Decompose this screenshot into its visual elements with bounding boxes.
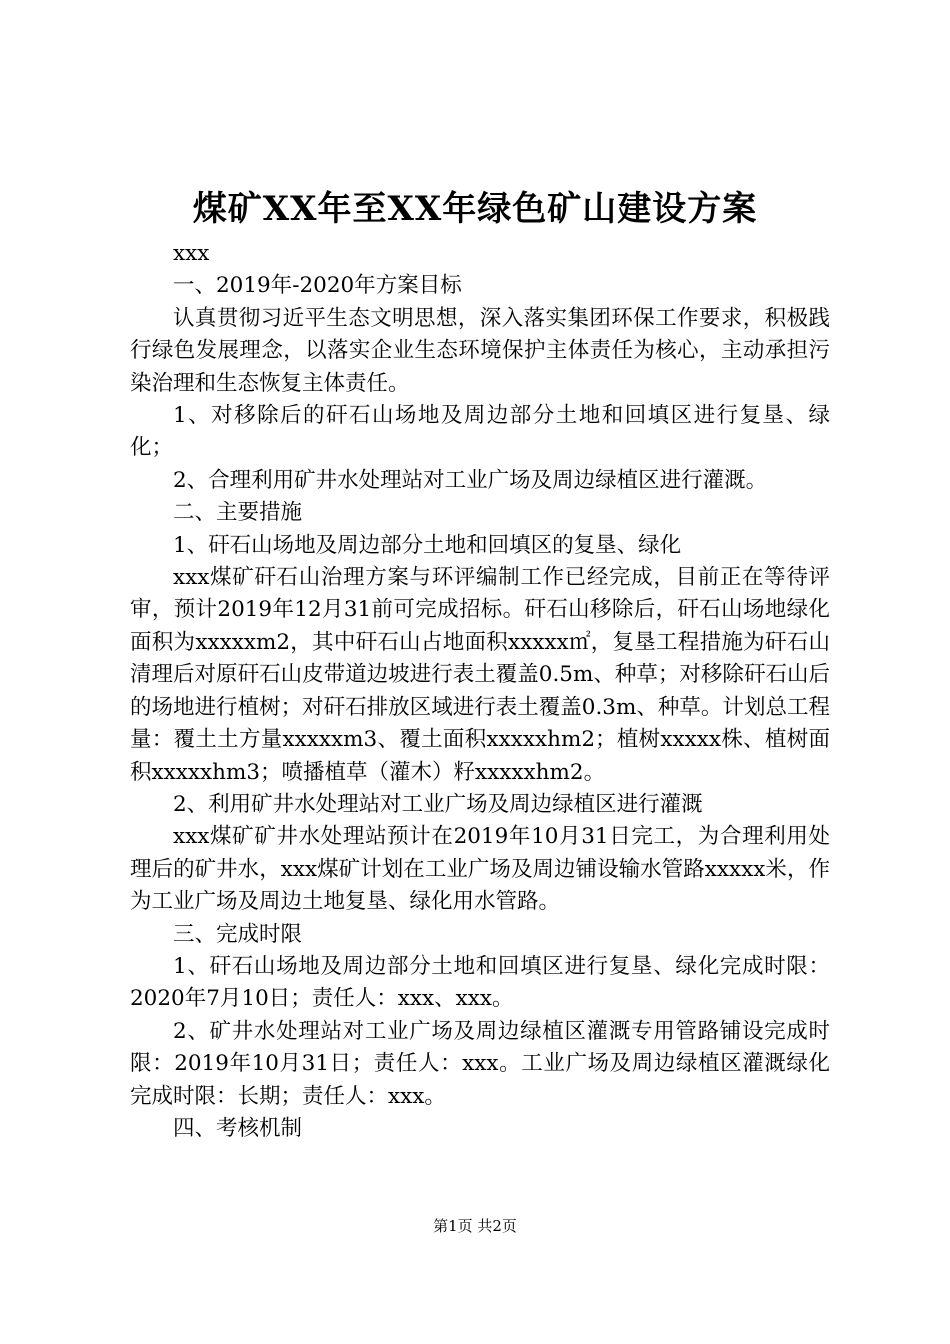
author-line: xxx xyxy=(173,241,210,266)
goal-item-2: 2、合理利用矿井水处理站对工业广场及周边绿植区进行灌溉。 xyxy=(173,467,768,493)
page-footer: 第1页 共2页 xyxy=(433,1217,517,1235)
section-heading-1: 一、2019年-2020年方案目标 xyxy=(173,273,462,299)
document-body xyxy=(130,238,830,1145)
goal-item-1: 1、对移除后的矸石山场地及周边部分土地和回填区进行复垦、绿化； xyxy=(130,403,830,461)
measure-heading-1: 1、矸石山场地及周边部分土地和回填区的复垦、绿化 xyxy=(173,532,682,558)
deadline-item-2: 2、矿井水处理站对工业广场及周边绿植区灌溉专用管路铺设完成时限：2019年10月31日；责任人：xxx。工业广场及周边绿植区灌溉绿化完成时限：长期；责任人：xxx。 xyxy=(130,1018,830,1109)
section-heading-2: 二、主要措施 xyxy=(173,500,303,526)
section-heading-4: 四、考核机制 xyxy=(173,1115,303,1141)
paragraph-goal: 认真贯彻习近平生态文明思想，深入落实集团环保工作要求，积极践行绿色发展理念，以落实企业生态环境保护主体责任为核心，主动承担污染治理和生态恢复主体责任。 xyxy=(130,305,830,396)
deadline-item-1: 1、矸石山场地及周边部分土地和回填区进行复垦、绿化完成时限：2020年7月10日；责任人：xxx、xxx。 xyxy=(130,953,830,1012)
measure-heading-2: 2、利用矿井水处理站对工业广场及周边绿植区进行灌溉 xyxy=(173,791,703,817)
measure-paragraph-1: xxx煤矿矸石山治理方案与环评编制工作已经完成，目前正在等待评审，预计2019年12月31前可完成招标。矸石山移除后，矸石山场地绿化面积为xxxxxm2，其中矸石山占地面积xxxxx㎡，复垦工程措施为矸石山清理后对原矸石山皮带道边坡进行表土覆盖0.5m、种草；对移除矸石山后的场地进行植树；对矸石排放区域进行表土覆盖0.3m、种草。计划总工程量：覆土土方量xxxxxm3、覆土面积xxxxxhm2；植树xxxxx株、植树面积xxxxxhm3；喷播植草（灌木）籽xxxxxhm2。 xyxy=(130,565,830,785)
section-heading-3: 三、完成时限 xyxy=(173,921,303,947)
document-title: 煤矿XX年至XX年绿色矿山建设方案 xyxy=(192,189,758,229)
measure-paragraph-2: xxx煤矿矿井水处理站预计在2019年10月31日完工，为合理利用处理后的矿井水，xxx煤矿计划在工业广场及周边铺设输水管路xxxxx米，作为工业广场及周边土地复垦、绿化用水管路。 xyxy=(130,824,830,915)
